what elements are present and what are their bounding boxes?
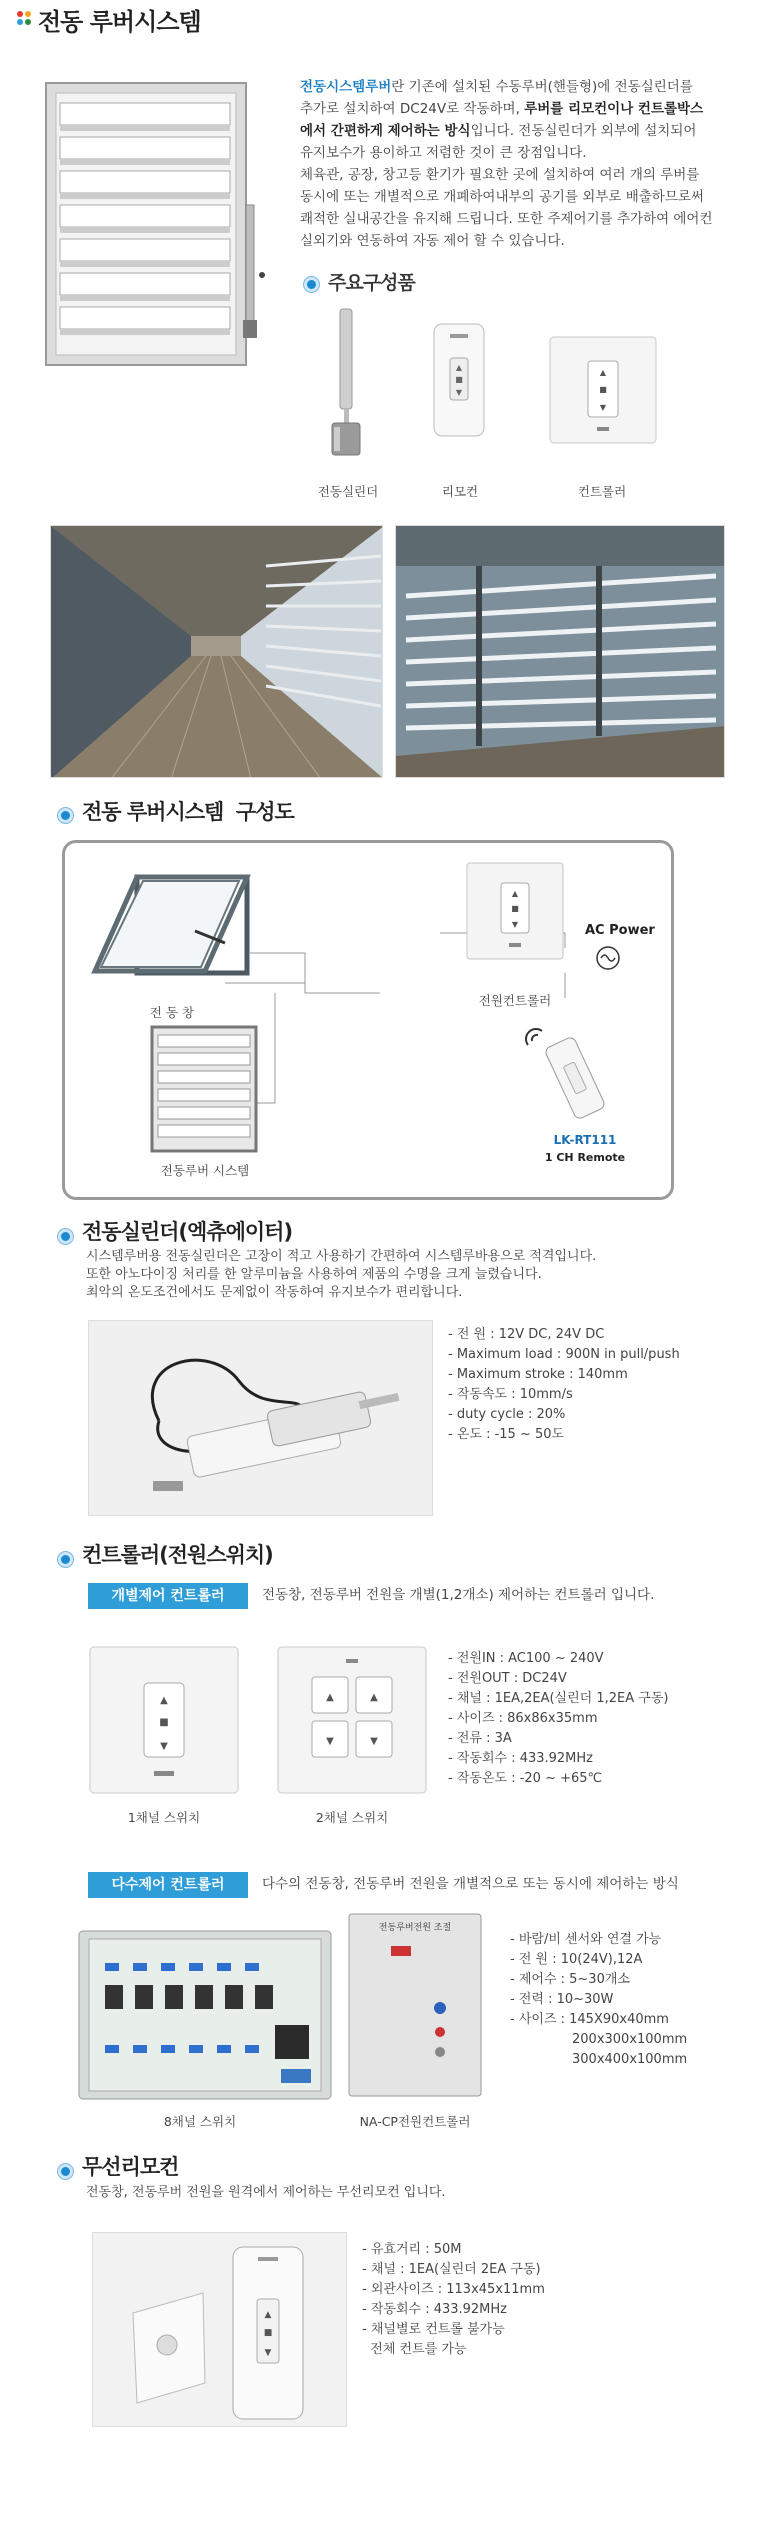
controller-title: 컨트롤러(전원스위치) [82, 1543, 273, 1567]
desc-line: 또한 아노다이징 처리를 한 알루미늄을 사용하여 제품의 수명을 크게 늘렸습니다. [86, 1267, 542, 1282]
spec-line: - 채널별로 컨트롤 불가능 [362, 2322, 505, 2337]
controller-label: 전원컨트롤러 [478, 993, 552, 1008]
actuator-specs [448, 1325, 680, 1445]
components-title: 주요구성품 [328, 272, 415, 294]
nacp-controller-image [345, 1910, 485, 2100]
svg-text:■: ■ [263, 2328, 273, 2338]
remote-specs [362, 2240, 545, 2360]
intro-text: 란 기존에 설치된 수동루버(핸들형)에 전동실린더를 [391, 79, 693, 95]
power-controller-image [465, 861, 565, 961]
remote-model-label: LK-RT111 [553, 1133, 617, 1147]
remote-diagram-image [535, 1033, 615, 1123]
svg-text:■: ■ [159, 1717, 169, 1728]
switch-8ch-image [75, 1925, 335, 2105]
spec-line: - 채널 : 1EA(실린더 2EA 구동) [362, 2262, 541, 2277]
intro-bold: 에서 간편하게 제어하는 방식 [300, 123, 471, 139]
multi-control-desc: 다수의 전동창, 전동루버 전원을 개별적으로 또는 동시에 제어하는 방식 [262, 1876, 679, 1892]
spec-line: - 작동회수 : 433.92MHz [362, 2302, 508, 2317]
svg-text:▼: ▼ [160, 1741, 168, 1752]
spec-line: - 전 원 : 10(24V),12A [510, 1952, 643, 1967]
svg-text:▼: ▼ [264, 2348, 272, 2358]
ac-power-label: AC Power [585, 923, 655, 938]
remote-photo [92, 2232, 347, 2427]
spec-line: - 전원OUT : DC24V [448, 1671, 567, 1686]
config-diagram [62, 840, 674, 1200]
spec-line: - 작동온도 : -20 ~ +65℃ [448, 1771, 603, 1786]
svg-text:▼: ▼ [370, 1736, 378, 1747]
section-bullet-icon [58, 1229, 73, 1244]
svg-text:▲: ▲ [264, 2310, 272, 2320]
installation-photo-corridor [50, 525, 383, 778]
spec-line: - 채널 : 1EA,2EA(실린더 1,2EA 구동) [448, 1691, 669, 1706]
spec-line: - 전류 : 3A [448, 1731, 512, 1746]
svg-text:▲: ▲ [370, 1692, 378, 1703]
page-title: 전동 루버시스템 [38, 8, 201, 36]
individual-controller-specs [448, 1649, 668, 1789]
intro-highlight: 전동시스템루버 [300, 79, 392, 95]
section-bullet-icon [58, 1552, 73, 1567]
nacp-label: NA-CP전원컨트롤러 [359, 2114, 471, 2129]
svg-text:▲: ▲ [326, 1692, 334, 1703]
spec-line: - Maximum load : 900N in pull/push [448, 1347, 680, 1362]
section-bullet-icon [58, 2164, 73, 2179]
component-label: 컨트롤러 [577, 484, 627, 499]
spec-line: - 온도 : -15 ~ 50도 [448, 1427, 565, 1442]
intro-text: 동시에 또는 개별적으로 개폐하여내부의 공기를 외부로 배출하므로써 [300, 189, 704, 205]
controller-image [548, 335, 658, 447]
window-label: 전 동 창 [149, 1005, 195, 1020]
switch-8ch-label: 8채널 스위치 [163, 2114, 237, 2129]
intro-bold: 루버를 리모컨이나 컨트롤박스 [524, 101, 704, 117]
actuator-description [86, 1248, 736, 1302]
spec-line: - 유효거리 : 50M [362, 2242, 462, 2257]
intro-paragraph-1 [300, 76, 760, 164]
spec-line: - 사이즈 : 86x86x35mm [448, 1711, 598, 1726]
intro-text: 쾌적한 실내공간을 유지해 드립니다. 또한 주제어기를 추가하여 에어컨 [300, 211, 713, 227]
svg-text:■: ■ [599, 385, 607, 394]
individual-control-tag: 개별제어 컨트롤러 [88, 1583, 248, 1609]
spec-line: - 제어수 : 5~30개소 [510, 1972, 630, 1987]
section-bullet-icon [304, 277, 319, 292]
spec-line: - 작동회수 : 433.92MHz [448, 1751, 594, 1766]
svg-text:■: ■ [455, 375, 463, 384]
multi-controller-specs [510, 1930, 687, 2070]
desc-line: 최악의 온도조건에서도 문제없이 작동하여 유지보수가 편리합니다. [86, 1285, 463, 1300]
switch-1ch-image [88, 1645, 240, 1795]
cylinder-image [318, 305, 378, 460]
spec-line: - 사이즈 : 145X90x40mm [510, 2012, 669, 2027]
svg-text:▼: ▼ [511, 920, 519, 929]
spec-line: - 전 원 : 12V DC, 24V DC [448, 1327, 605, 1342]
intro-paragraph-2 [300, 164, 770, 252]
svg-text:▼: ▼ [326, 1736, 334, 1747]
spec-line: - 전력 : 10~30W [510, 1992, 614, 2007]
multi-control-tag: 다수제어 컨트롤러 [88, 1872, 248, 1898]
component-label: 전동실린더 [317, 484, 379, 499]
spec-line: - 바람/비 센서와 연결 가능 [510, 1932, 662, 1947]
section-bullet-icon [58, 808, 73, 823]
svg-text:▼: ▼ [599, 403, 607, 412]
intro-text: 실외기와 연동하여 자동 제어 할 수 있습니다. [300, 233, 565, 249]
remote-title: 무선리모컨 [82, 2155, 179, 2179]
spec-line: - duty cycle : 20% [448, 1407, 566, 1422]
electric-louver-image [150, 1025, 260, 1155]
electric-window-image [85, 871, 255, 991]
intro-text: 체육관, 공장, 창고등 환기가 필요한 곳에 설치하여 여러 개의 루버를 [300, 167, 700, 183]
spec-line: 전체 컨트를 가능 [362, 2342, 467, 2357]
svg-text:▲: ▲ [511, 889, 519, 898]
spec-line: - 작동속도 : 10mm/s [448, 1387, 573, 1402]
switch-2ch-label: 2채널 스위치 [315, 1810, 389, 1825]
actuator-photo [88, 1320, 433, 1516]
svg-text:▼: ▼ [455, 388, 463, 397]
actuator-title: 전동실린더(엑츄에이터) [82, 1220, 293, 1244]
installation-photo-louvers [395, 525, 725, 778]
spec-line: - Maximum stroke : 140mm [448, 1367, 628, 1382]
louver-product-image [40, 75, 280, 375]
svg-text:▲: ▲ [599, 368, 607, 377]
louver-label: 전동루버 시스템 [160, 1163, 250, 1178]
title-logo-icon [16, 10, 32, 26]
spec-line: - 전원IN : AC100 ~ 240V [448, 1651, 604, 1666]
remote-desc-label: 1 CH Remote [544, 1151, 626, 1164]
intro-text: 추가로 설치하여 DC24V로 작동하며, [300, 101, 520, 117]
spec-line: - 외관사이즈 : 113x45x11mm [362, 2282, 545, 2297]
svg-text:■: ■ [511, 904, 519, 913]
switch-1ch-label: 1채널 스위치 [127, 1810, 201, 1825]
component-label: 리모컨 [441, 484, 479, 499]
spec-line: 300x400x100mm [572, 2052, 688, 2067]
individual-control-desc: 전동창, 전동루버 전원을 개별(1,2개소) 제어하는 컨트롤러 입니다. [262, 1587, 655, 1603]
switch-2ch-image [276, 1645, 428, 1795]
desc-line: 시스템루버용 전동실린더은 고장이 적고 사용하기 간편하여 시스템루바용으로 적격입니다. [86, 1249, 597, 1264]
config-title: 전동 루버시스템 구성도 [82, 800, 294, 824]
remote-description: 전동창, 전동루버 전원을 원격에서 제어하는 무선리모컨 입니다. [86, 2185, 446, 2200]
svg-text:▲: ▲ [160, 1695, 168, 1706]
intro-text: 입니다. 전동실린더가 외부에 설치되어 [470, 123, 697, 139]
svg-text:▲: ▲ [455, 363, 463, 372]
intro-text: 유지보수가 용이하고 저렴한 것이 큰 장점입니다. [300, 145, 587, 161]
remote-image [430, 320, 490, 440]
ac-power-icon [595, 945, 621, 971]
spec-line: 200x300x100mm [572, 2032, 688, 2047]
nacp-plate-text: 전동루버전원 조절 [378, 1923, 452, 1933]
